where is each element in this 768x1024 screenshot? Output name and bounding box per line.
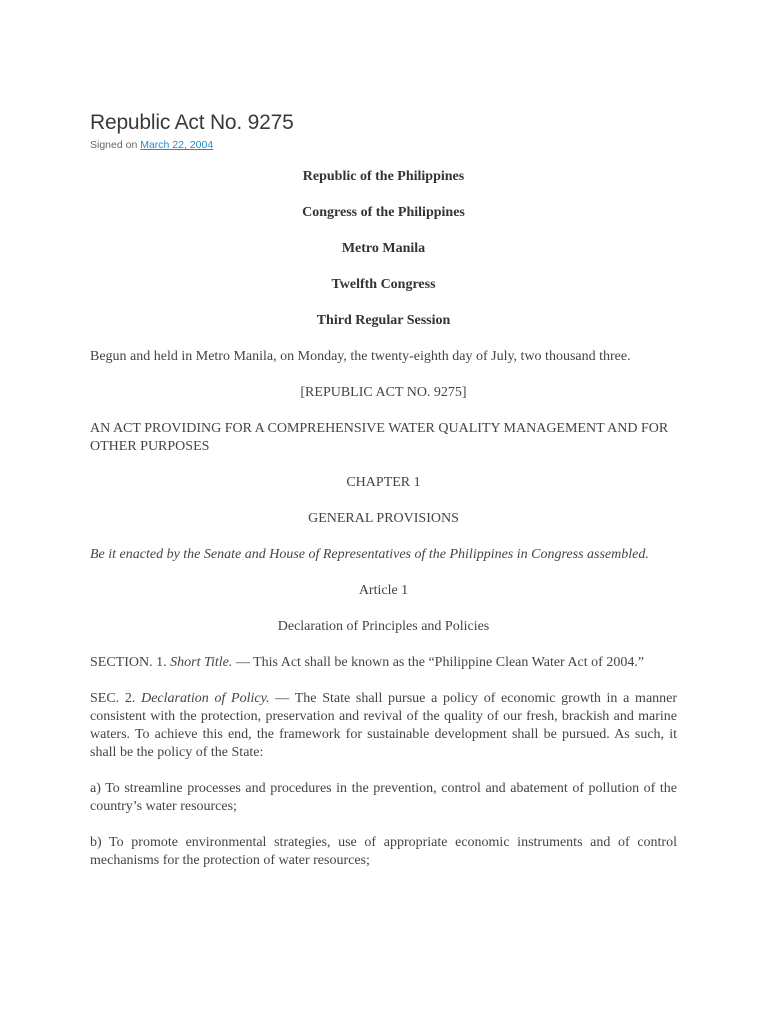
section-2-label: SEC. 2. [90, 691, 136, 706]
chapter-heading: CHAPTER 1 [346, 475, 421, 490]
article-heading: Article 1 [358, 583, 409, 598]
begun-statement: Begun and held in Metro Manila, on Monday, the twenty-eighth day of July, two thousand three. [90, 349, 631, 364]
document-page [90, 110, 677, 870]
section-2-heading: Declaration of Policy. [141, 691, 270, 706]
chapter-title: GENERAL PROVISIONS [308, 511, 459, 526]
preamble-republic: Republic of the Philippines [302, 169, 465, 184]
section-2 [90, 690, 677, 762]
policy-item-a: a) To streamline processes and procedures in the prevention, control and abatement of pollution of the country’s water resources; [90, 781, 677, 814]
preamble-session: Third Regular Session [316, 313, 451, 328]
article-title: Declaration of Principles and Policies [277, 619, 490, 634]
preamble-congress-number: Twelfth Congress [331, 277, 436, 292]
signed-date-link[interactable]: March 22, 2004 [140, 139, 214, 151]
act-number: [REPUBLIC ACT NO. 9275] [300, 385, 467, 400]
section-1-label: SECTION. 1. [90, 655, 167, 670]
act-title: AN ACT PROVIDING FOR A COMPREHENSIVE WATER QUALITY MANAGEMENT AND FOR OTHER PURPOSES [90, 421, 669, 454]
section-2-text: — The State shall pursue a policy of economic growth in a manner consistent with the protection, preservation and revival of the quality of our fresh, brackish and marine waters. To achieve this end, the framework for sustainable development shall be pursued. As such, it shall be the policy of the State: [90, 691, 678, 760]
signed-date-line [90, 138, 677, 152]
enacting-clause: Be it enacted by the Senate and House of Representatives of the Philippines in Congress assembled. [90, 547, 649, 562]
policy-item-b: b) To promote environmental strategies, use of appropriate economic instruments and of control mechanisms for the protection of water resources; [90, 835, 677, 868]
signed-prefix: Signed on [90, 139, 138, 151]
section-1-heading: Short Title. [170, 655, 233, 670]
page-title: Republic Act No. 9275 [90, 111, 294, 134]
preamble-location: Metro Manila [341, 241, 426, 256]
section-1 [90, 654, 677, 672]
section-1-text: — This Act shall be known as the “Philippine Clean Water Act of 2004.” [235, 655, 645, 670]
preamble-congress: Congress of the Philippines [302, 205, 465, 220]
